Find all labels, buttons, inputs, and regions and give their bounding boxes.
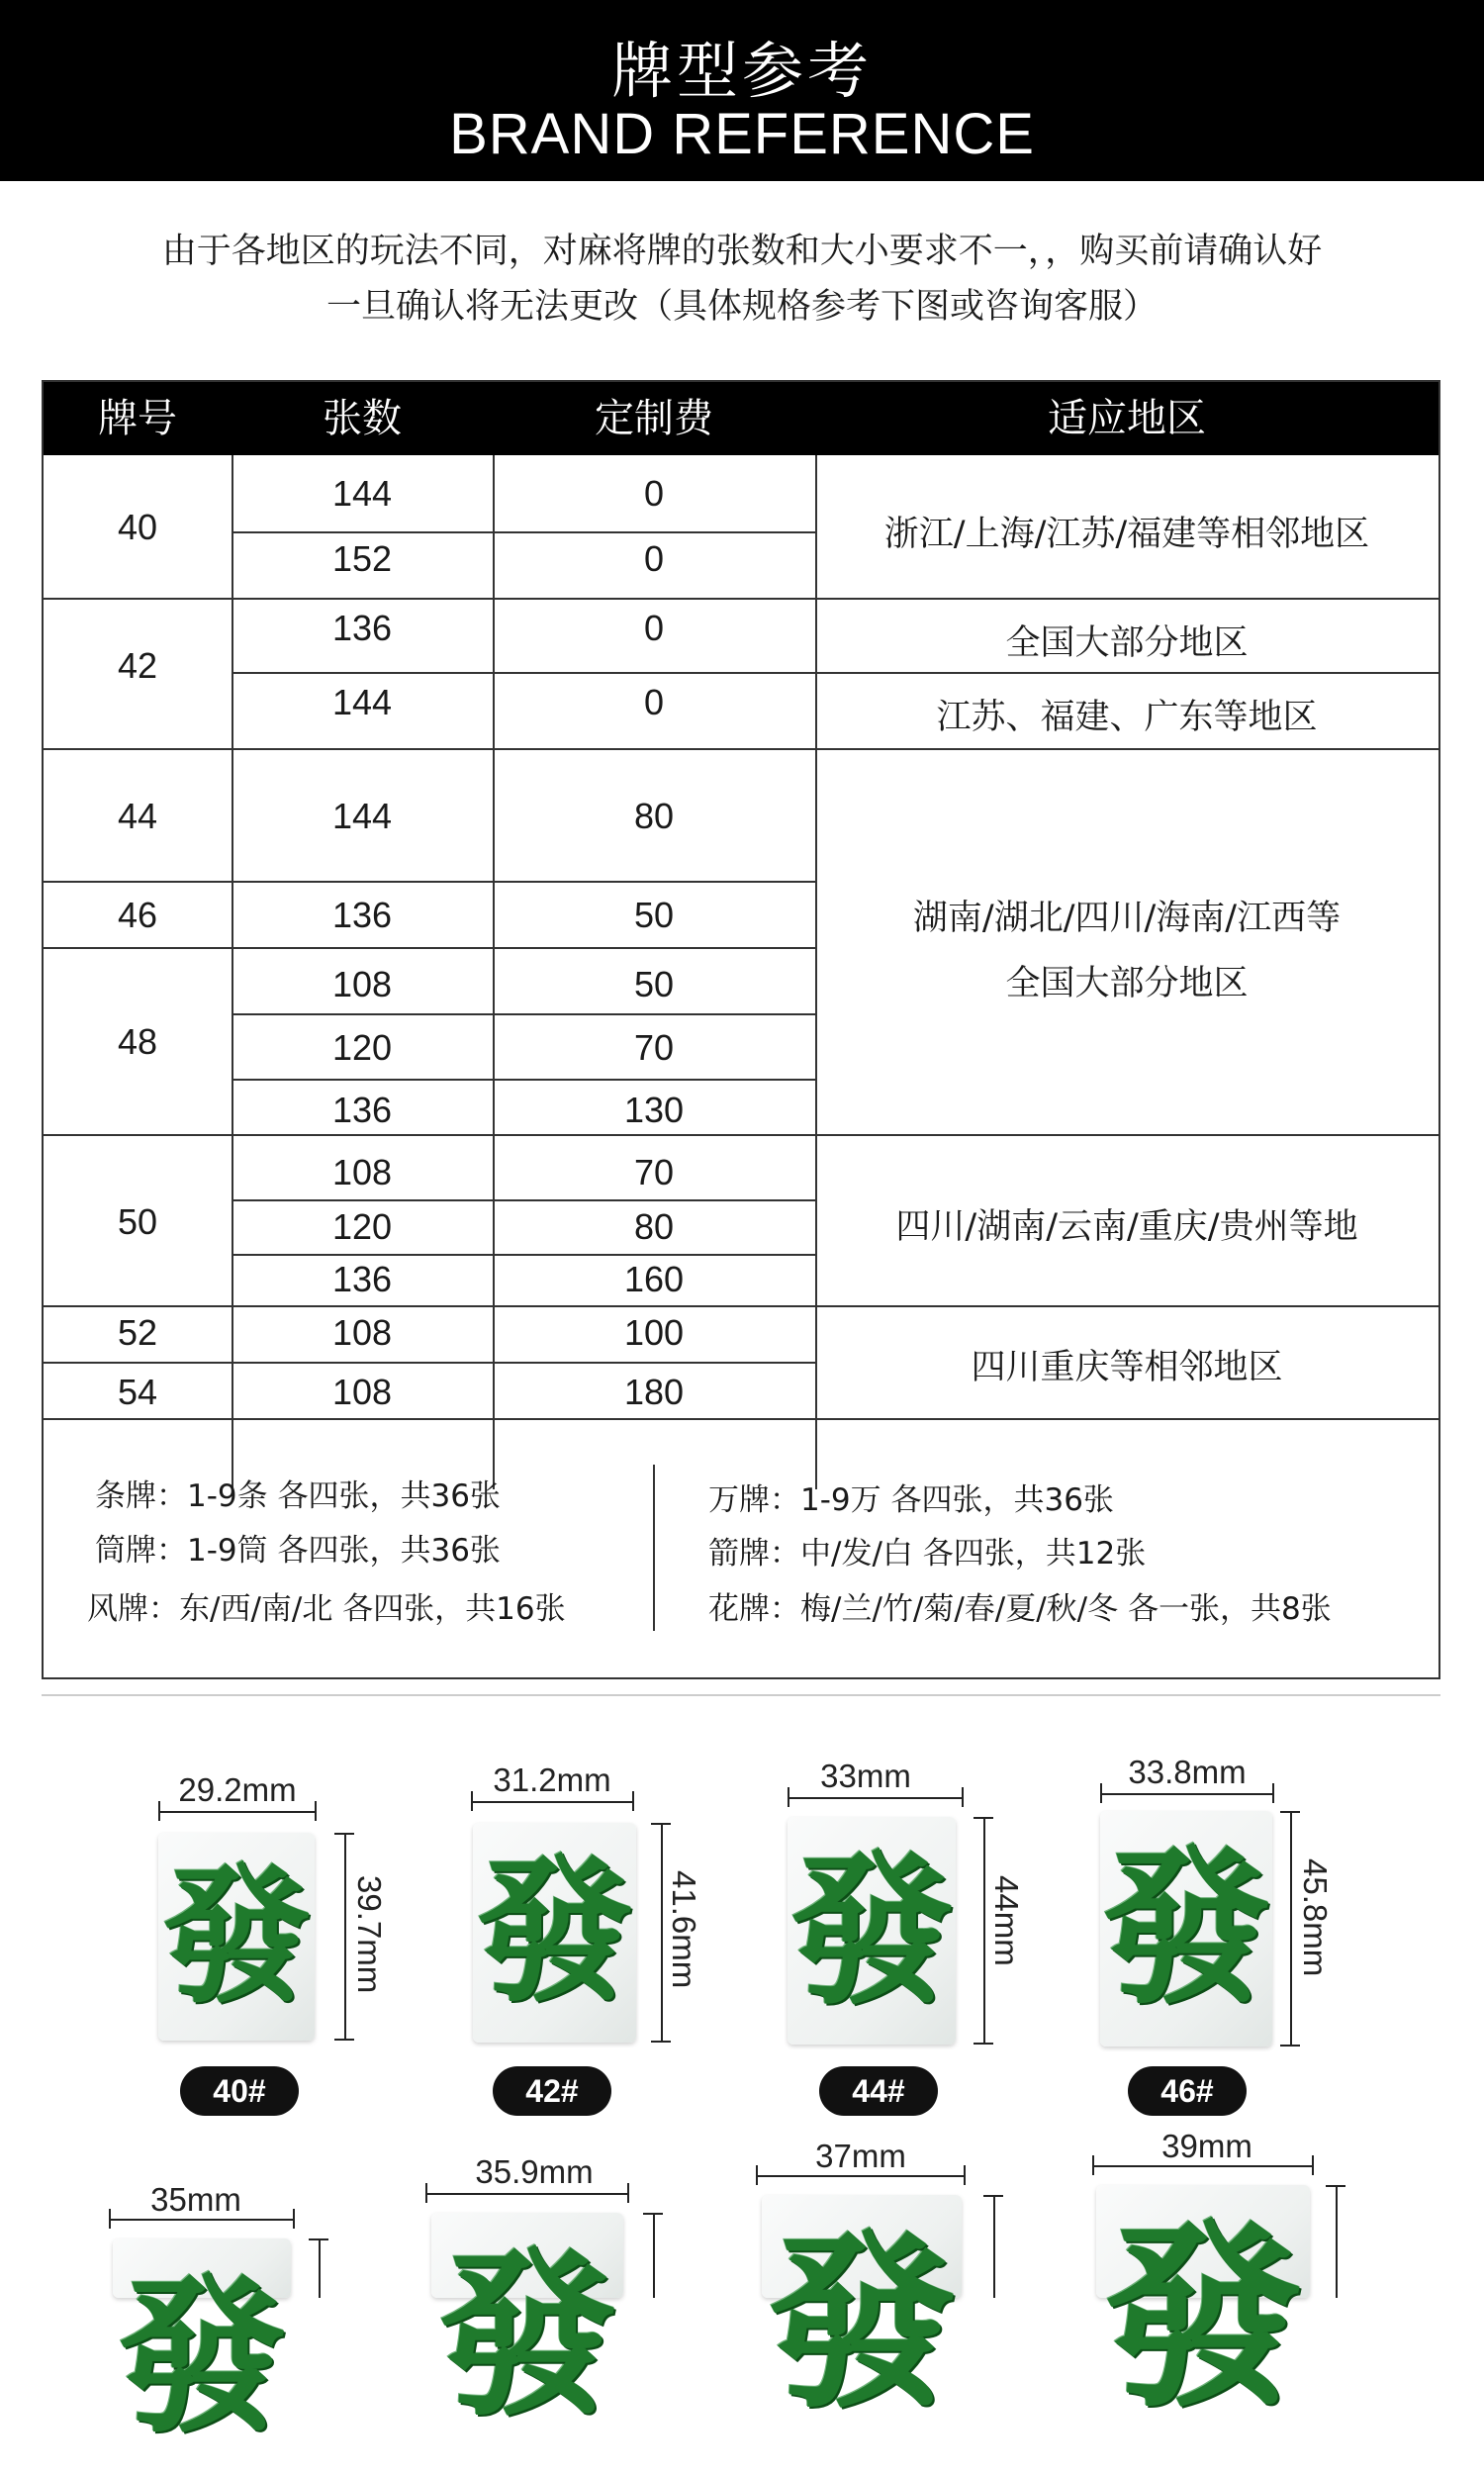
note-hua: 花牌：梅/兰/竹/菊/春/夏/秋/冬 各一张，共8张 (708, 1591, 1332, 1627)
grid-line (44, 598, 1438, 600)
grid-line (232, 1199, 815, 1201)
grid-line (232, 531, 815, 533)
tile-width-label: 35.9mm (475, 2153, 594, 2190)
count-cell: 108 (331, 1152, 393, 1192)
mahjong-tile-image (158, 1833, 315, 2041)
size-cell: 52 (117, 1312, 158, 1353)
fee-cell: 50 (633, 964, 675, 1004)
fa-tile-glyph: 發 (117, 2258, 286, 2456)
fee-cell: 100 (623, 1312, 685, 1353)
table-header-row (44, 382, 1438, 455)
fee-cell: 80 (633, 1206, 675, 1247)
size-cell: 50 (117, 1201, 158, 1242)
header-region: 适应地区 (1048, 396, 1206, 441)
count-cell: 152 (331, 538, 393, 579)
fee-cell: 0 (643, 473, 665, 514)
header-size: 牌号 (98, 396, 177, 441)
tile-size-badge: 46# (1128, 2066, 1247, 2116)
fee-cell: 160 (623, 1259, 685, 1299)
grid-line (44, 1134, 1438, 1136)
count-cell: 120 (331, 1027, 393, 1068)
tile-height-label: 45.8mm (1297, 1858, 1334, 1977)
size-cell: 42 (117, 645, 158, 686)
region-cell: 浙江/上海/江苏/福建等相邻地区 (883, 515, 1370, 554)
notes-divider (653, 1465, 655, 1631)
fa-tile-glyph: 發 (767, 2213, 956, 2433)
fa-tile-glyph: 發 (161, 1850, 311, 2024)
size-cell: 40 (117, 507, 158, 547)
fee-cell: 70 (633, 1152, 675, 1192)
tile-width-label: 39mm (1161, 2128, 1252, 2164)
mahjong-tile-image (473, 1823, 636, 2043)
mahjong-tile-image (1100, 1811, 1272, 2047)
region-cell: 湖南/湖北/四川/海南/江西等 (912, 899, 1342, 938)
grid-line (232, 1254, 815, 1256)
mahjong-tile-image (113, 2238, 291, 2456)
fee-cell: 180 (623, 1372, 685, 1412)
tile-height-label: 41.6mm (666, 1870, 702, 1989)
count-cell: 108 (331, 1312, 393, 1353)
fa-tile-glyph: 發 (789, 1835, 954, 2027)
grid-line (44, 881, 815, 883)
region-cell: 全国大部分地区 (1005, 623, 1249, 663)
note-wan: 万牌：1-9万 各四张，共36张 (708, 1482, 1114, 1518)
region-cell: 四川重庆等相邻地区 (971, 1348, 1283, 1387)
count-cell: 136 (331, 1259, 393, 1299)
region-cell: 江苏、福建、广东等地区 (936, 698, 1318, 737)
grid-line (232, 1079, 815, 1081)
grid-line (44, 1305, 1438, 1307)
fa-tile-glyph: 發 (437, 2232, 616, 2440)
fa-tile-glyph: 發 (476, 1841, 633, 2024)
mahjong-tile-image (788, 1817, 956, 2045)
mahjong-tile-image (762, 2195, 962, 2433)
note-jian: 箭牌：中/发/白 各四张，共12张 (708, 1536, 1147, 1571)
note-tiao: 条牌：1-9条 各四张，共36张 (95, 1478, 501, 1514)
grid-line (232, 672, 815, 674)
grid-line (815, 672, 1438, 674)
size-cell: 44 (117, 796, 158, 836)
note-feng: 风牌：东/西/南/北 各四张，共16张 (87, 1591, 566, 1627)
fee-cell: 0 (643, 682, 665, 722)
size-cell: 54 (117, 1372, 158, 1412)
tile-height-label: 44mm (988, 1875, 1025, 1966)
tile-width-label: 33.8mm (1128, 1754, 1247, 1790)
tile-width-label: 31.2mm (493, 1762, 611, 1798)
count-cell: 108 (331, 1372, 393, 1412)
title-english: BRAND REFERENCE (449, 102, 1035, 166)
count-cell: 144 (331, 473, 393, 514)
size-cell: 46 (117, 895, 158, 935)
grid-line (44, 748, 815, 750)
tile-width-label: 37mm (815, 2138, 906, 2174)
size-cell: 48 (117, 1021, 158, 1062)
fa-tile-glyph: 發 (1101, 1830, 1270, 2028)
grid-line (815, 748, 1438, 750)
grid-line (44, 947, 815, 949)
region-cell: 全国大部分地区 (1005, 964, 1249, 1003)
fee-cell: 70 (633, 1027, 675, 1068)
region-cell: 四川/湖南/云南/重庆/贵州等地 (895, 1207, 1358, 1247)
grid-line (232, 1013, 815, 1015)
count-cell: 136 (331, 1090, 393, 1130)
tile-width-label: 29.2mm (178, 1771, 297, 1808)
page-header (0, 0, 1484, 181)
mahjong-tile-image (1096, 2185, 1310, 2434)
mahjong-tile-image (431, 2213, 623, 2440)
section-divider (42, 1694, 1440, 1696)
tile-width-label: 33mm (820, 1758, 911, 1794)
count-cell: 108 (331, 964, 393, 1004)
intro-line-1: 由于各地区的玩法不同，对麻将牌的张数和大小要求不一，，购买前请确认好 (161, 232, 1323, 271)
grid-line (44, 1362, 815, 1364)
header-fee: 定制费 (595, 396, 713, 441)
fee-cell: 50 (633, 895, 675, 935)
spec-table (42, 380, 1440, 1679)
fa-tile-glyph: 發 (1103, 2202, 1302, 2434)
tile-size-badge: 42# (493, 2066, 611, 2116)
count-cell: 144 (331, 796, 393, 836)
fee-cell: 80 (633, 796, 675, 836)
tile-size-badge: 40# (180, 2066, 299, 2116)
count-cell: 144 (331, 682, 393, 722)
title-chinese: 牌型参考 (610, 35, 873, 107)
grid-line (44, 1418, 1438, 1420)
fee-cell: 130 (623, 1090, 685, 1130)
count-cell: 136 (331, 608, 393, 648)
header-count: 张数 (323, 396, 402, 441)
note-tong: 筒牌：1-9筒 各四张，共36张 (95, 1533, 501, 1569)
tile-width-label: 35mm (150, 2181, 241, 2218)
fee-cell: 0 (643, 608, 665, 648)
tile-size-badge: 44# (819, 2066, 938, 2116)
count-cell: 120 (331, 1206, 393, 1247)
count-cell: 136 (331, 895, 393, 935)
intro-line-2: 一旦确认将无法更改（具体规格参考下图或咨询客服） (325, 287, 1158, 327)
fee-cell: 0 (643, 538, 665, 579)
tile-height-label: 39.7mm (351, 1875, 388, 1994)
